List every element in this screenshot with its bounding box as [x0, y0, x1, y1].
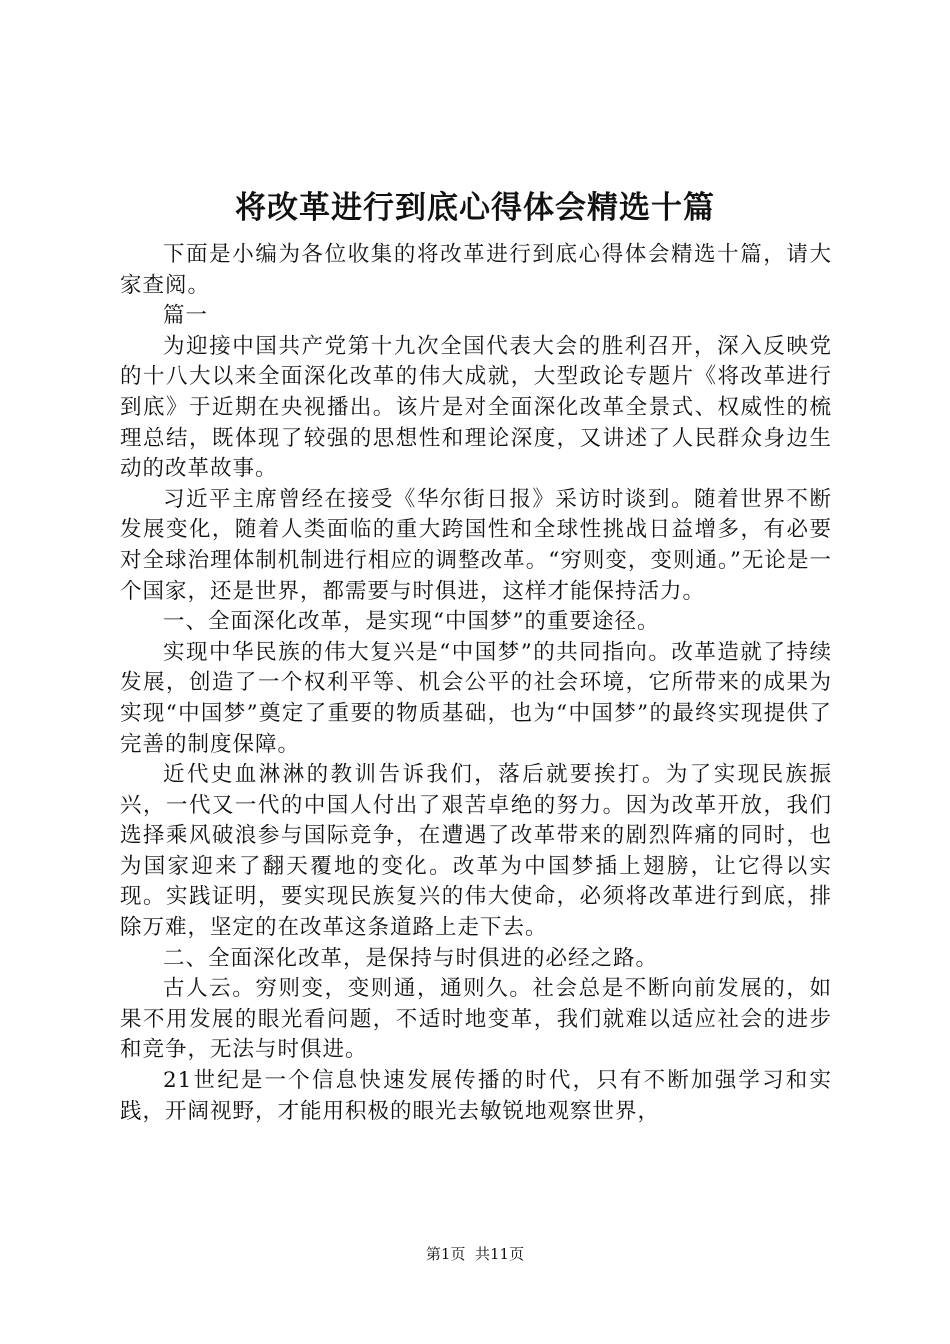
intro-paragraph: 下面是小编为各位收集的将改革进行到底心得体会精选十篇，请大家查阅。: [120, 242, 832, 298]
page-total: 共11页: [475, 1245, 525, 1263]
page-number: 第1页: [425, 1245, 466, 1263]
body-paragraph: 实现中华民族的伟大复兴是“中国梦”的共同指向。改革造就了持续发展，创造了一个权利平等、机会公平的社会环境，它所带来的成果为实现“中国梦”奠定了重要的物质基础，也为“中国梦”的最终实现提供了完善的制度保障。: [120, 639, 832, 757]
body-paragraph: 近代史血淋淋的教训告诉我们，落后就要挨打。为了实现民族振兴，一代又一代的中国人付出了艰苦卓绝的努力。因为改革开放，我们选择乘风破浪参与国际竞争，在遭遇了改革带来的剧烈阵痛的同时，也为国家迎来了翻天覆地的变化。改革为中国梦插上翅膀，让它得以实现。实践证明，要实现民族复兴的伟大使命，必须将改革进行到底，排除万难，坚定的在改革这条道路上走下去。: [120, 762, 832, 941]
body-paragraph: 21世纪是一个信息快速发展传播的时代，只有不断加强学习和实践，开阔视野，才能用积极的眼光去敏锐地观察世界，: [120, 1068, 832, 1124]
page-footer: [0, 1244, 950, 1264]
body-paragraph: 习近平主席曾经在接受《华尔街日报》采访时谈到。随着世界不断发展变化，随着人类面临的重大跨国性和全球性挑战日益增多，有必要对全球治理体制机制进行相应的调整改革。“穷则变，变则通。”无论是一个国家，还是世界，都需要与时俱进，这样才能保持活力。: [120, 486, 832, 604]
document-title: 将改革进行到底心得体会精选十篇: [235, 190, 715, 226]
body-paragraph: 古人云。穷则变，变则通，通则久。社会总是不断向前发展的，如果不用发展的眼光看问题，不适时地变革，我们就难以适应社会的进步和竞争，无法与时俱进。: [120, 976, 832, 1063]
subsection-heading: 二、全面深化改革，是保持与时俱进的必经之路。: [163, 945, 659, 971]
section-heading: 篇一: [163, 303, 209, 329]
document-body: [120, 240, 832, 1127]
subsection-heading: 一、全面深化改革，是实现“中国梦”的重要途径。: [163, 609, 660, 635]
body-paragraph: 为迎接中国共产党第十九次全国代表大会的胜利召开，深入反映党的十八大以来全面深化改革的伟大成就，大型政论专题片《将改革进行到底》于近期在央视播出。该片是对全面深化改革全景式、权威性的梳理总结，既体现了较强的思想性和理论深度，又讲述了人民群众身边生动的改革故事。: [120, 333, 832, 482]
